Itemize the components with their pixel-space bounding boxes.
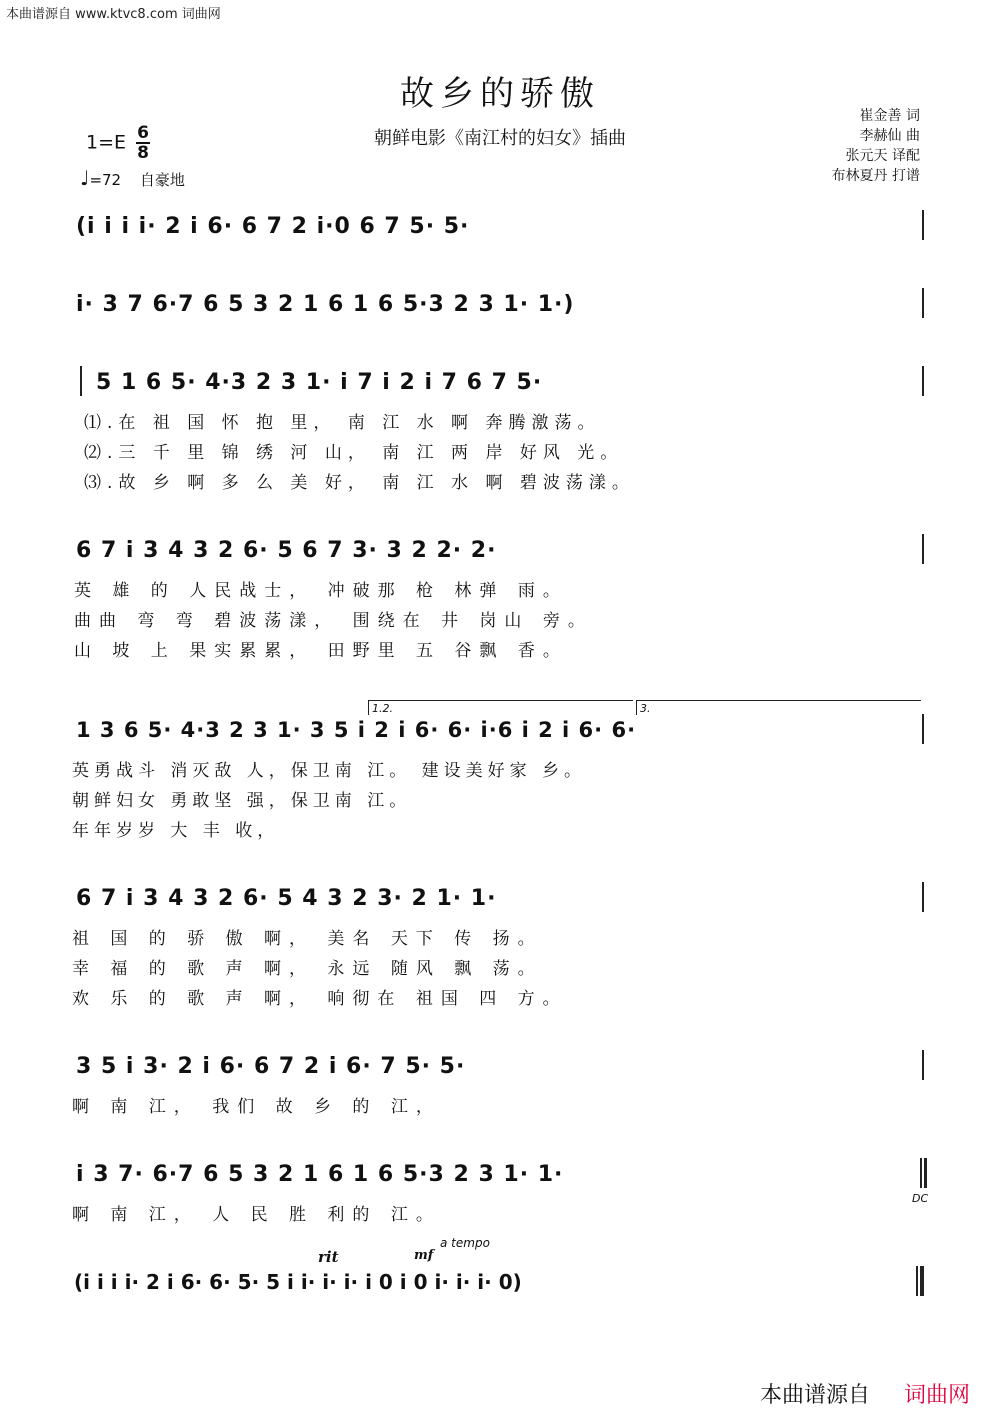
system-6-lyric-3: 欢 乐 的 歌 声 啊， 响彻在 祖国 四 方。	[72, 989, 568, 1009]
song-subtitle: 朝鲜电影《南江村的妇女》插曲	[374, 128, 626, 149]
time-bottom: 8	[137, 143, 149, 163]
system-5-lyric-2: 朝鲜妇女 勇敢坚 强，保卫南 江。	[72, 791, 412, 811]
tempo-value: =72	[89, 171, 122, 189]
system-5-notes: 1 3 6 5· 4·3 2 3 1· 3 5 i 2 i 6· 6· i·6 i 2 i 6· 6·	[76, 718, 637, 742]
volta-2-label: 3.	[640, 702, 651, 715]
system-4-lyric-1: 英 雄 的 人民战士， 冲破那 枪 林弹 雨。	[74, 581, 568, 601]
a-tempo-mark: a tempo	[440, 1236, 490, 1250]
mf-mark: mf	[414, 1248, 434, 1263]
lyricist: 崔金善 词	[859, 108, 920, 124]
system-8-lyric-1: 啊 南 江， 人 民 胜 利的 江。	[72, 1205, 441, 1225]
key-signature	[86, 124, 150, 162]
translator: 张元天 译配	[845, 148, 920, 164]
engraver: 布林夏丹 打谱	[831, 168, 920, 184]
system-7-lyric-1: 啊 南 江， 我们 故 乡 的 江，	[72, 1097, 441, 1117]
volta-2-bracket	[636, 700, 921, 715]
system-3-lyric-2: ⑵.三 千 里 锦 绣 河 山， 南 江 两 岸 好风 光。	[84, 443, 624, 463]
volta-1-label: 1.2.	[372, 702, 393, 715]
system-1-notes: (i i i i· 2 i 6· 6 7 2 i·0 6 7 5· 5·	[76, 214, 470, 239]
credits	[832, 106, 920, 186]
volta-1-bracket	[368, 700, 633, 715]
system-2-notes: i· 3 7 6·7 6 5 3 2 1 6 1 6 5·3 2 3 1· 1·)	[76, 292, 575, 317]
system-6-notes: 6 7 i 3 4 3 2 6· 5 4 3 2 3· 2 1· 1·	[76, 886, 497, 911]
system-3-lyric-1: ⑴.在 祖 国 怀 抱 里， 南 江 水 啊 奔腾激荡。	[84, 413, 601, 433]
system-5-lyric-3: 年年岁岁 大 丰 收，	[72, 821, 280, 841]
footer-source-label: 本曲谱源自	[759, 1383, 870, 1408]
system-3-notes: 5 1 6 5· 4·3 2 3 1· i 7 i 2 i 7 6 7 5·	[96, 370, 543, 395]
system-4-lyric-3: 山 坡 上 果实累累， 田野里 五 谷飘 香。	[74, 641, 568, 661]
system-9-notes: (i i i i· 2 i 6· 6· 5· 5 i i· i· i· i 0 i 0 i· i· i· 0)	[74, 1270, 522, 1294]
system-5-lyric-1: 英勇战斗 消灭敌 人，保卫南 江。 建设美好家 乡。	[72, 761, 587, 781]
watermark-header: 本曲谱源自 www.ktvc8.com 词曲网	[6, 7, 221, 22]
time-signature	[136, 124, 150, 162]
time-top: 6	[137, 123, 149, 143]
system-8-notes: i 3 7· 6·7 6 5 3 2 1 6 1 6 5·3 2 3 1· 1·	[76, 1162, 564, 1187]
song-title: 故乡的骄傲	[400, 74, 600, 114]
system-4-notes: 6 7 i 3 4 3 2 6· 5 6 7 3· 3 2 2· 2·	[76, 538, 497, 563]
system-6-lyric-1: 祖 国 的 骄 傲 啊， 美名 天下 传 扬。	[72, 929, 543, 949]
system-6-lyric-2: 幸 福 的 歌 声 啊， 永远 随风 飘 荡。	[72, 959, 543, 979]
da-capo-mark: DC	[912, 1192, 929, 1205]
tempo-marking	[80, 166, 185, 190]
system-3-lyric-3: ⑶.故 乡 啊 多 么 美 好， 南 江 水 啊 碧波荡漾。	[84, 473, 635, 493]
system-4-lyric-2: 曲曲 弯 弯 碧波荡漾， 围绕在 井 岗山 旁。	[74, 611, 593, 631]
expression-mark: 自豪地	[139, 171, 185, 189]
key-label: 1=E	[86, 131, 127, 154]
quarter-note-icon: ♩	[80, 166, 90, 190]
footer-site-label: 词曲网	[903, 1383, 970, 1408]
rit-mark: rit	[318, 1248, 339, 1266]
composer: 李赫仙 曲	[859, 128, 920, 144]
system-7-notes: 3 5 i 3· 2 i 6· 6 7 2 i 6· 7 5· 5·	[76, 1054, 466, 1079]
